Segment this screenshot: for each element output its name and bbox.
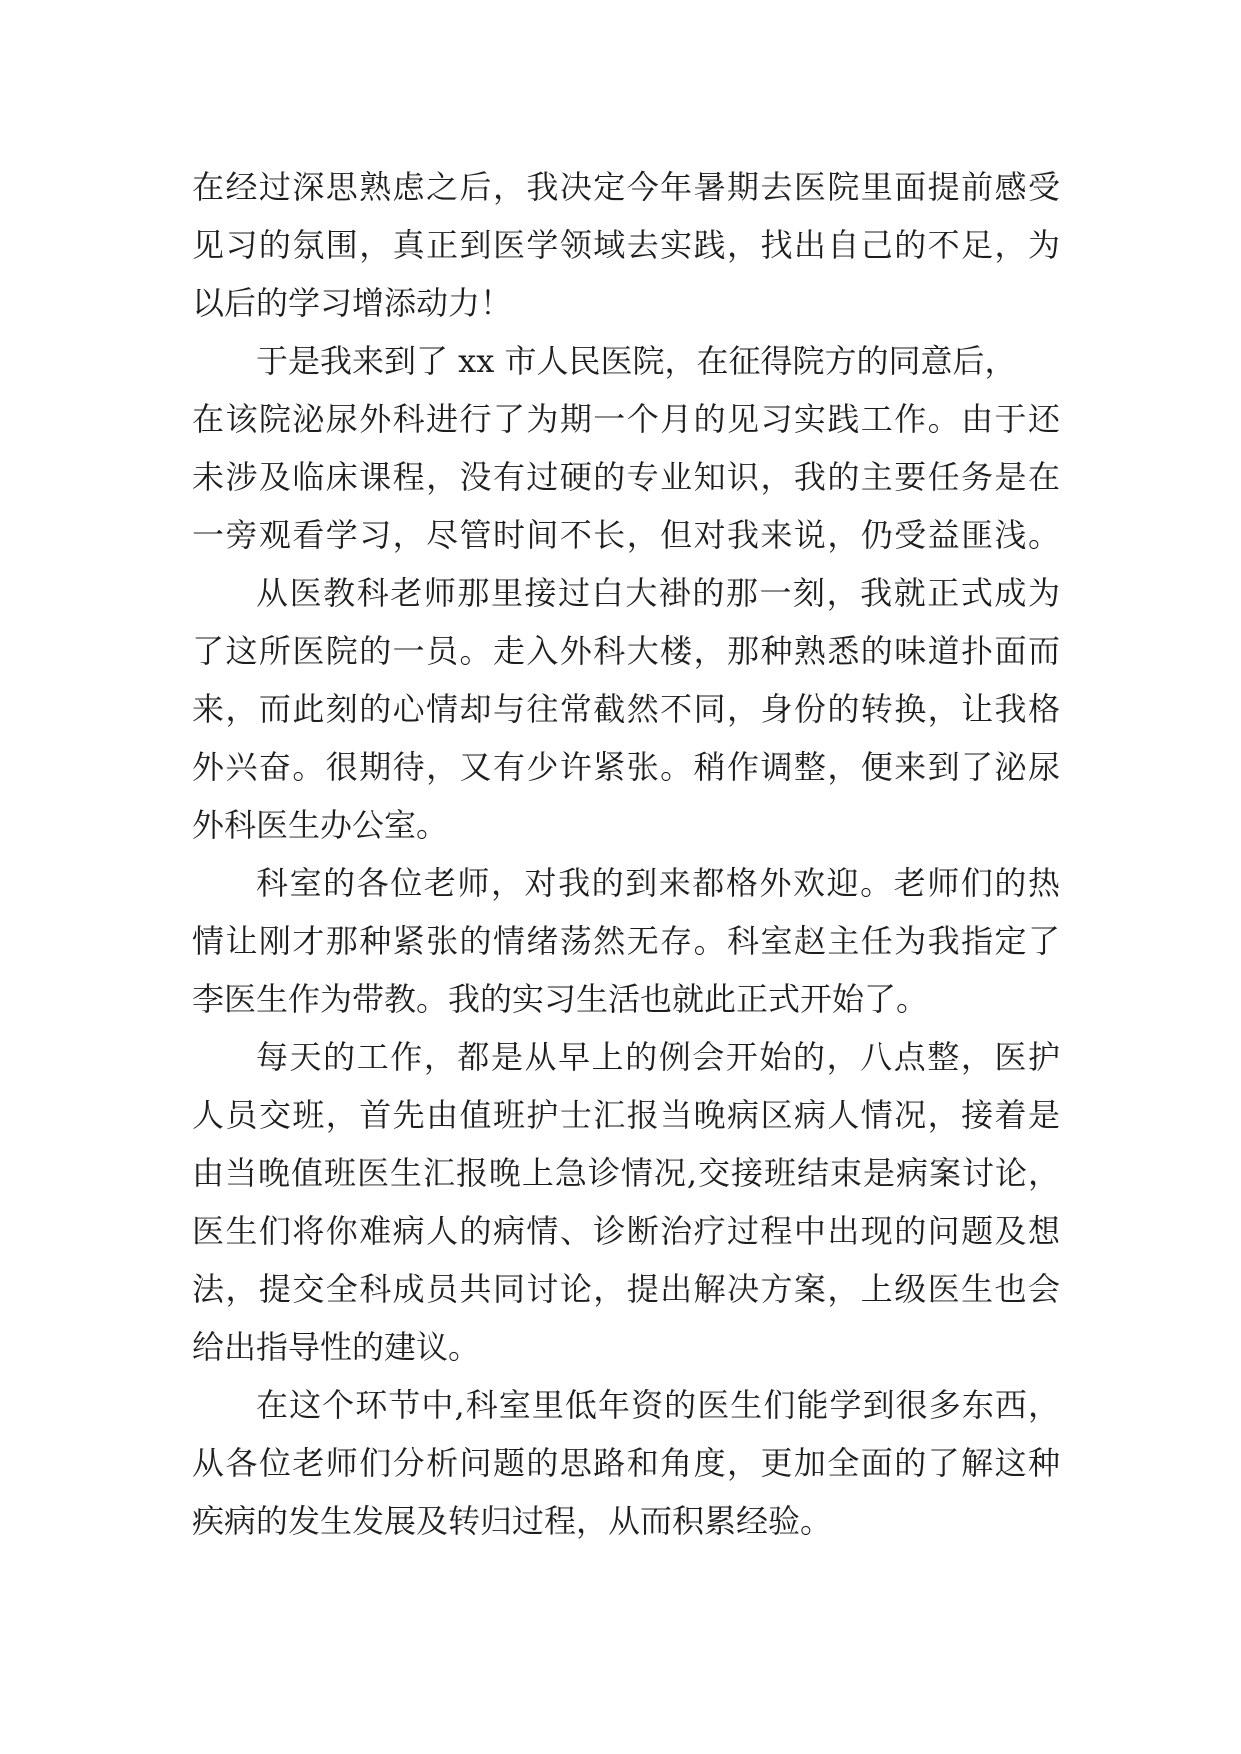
text-line: 给出指导性的建议。	[192, 1328, 481, 1366]
text-line: 于是我来到了 xx 市人民医院，在征得院方的同意后，	[256, 342, 1017, 380]
text-line: 从医教科老师那里接过白大褂的那一刻，我就正式成为	[256, 574, 1060, 612]
text-line: 一旁观看学习，尽管时间不长，但对我来说，仍受益匪浅。	[192, 516, 1060, 554]
text-line: 外兴奋。很期待，又有少许紧张。稍作调整，便来到了泌尿	[192, 748, 1060, 786]
text-line: 在该院泌尿外科进行了为期一个月的见习实践工作。由于还	[192, 400, 1060, 438]
text-line: 未涉及临床课程，没有过硬的专业知识，我的主要任务是在	[192, 458, 1060, 496]
document-body	[192, 158, 1060, 1550]
text-line: 在这个环节中,科室里低年资的医生们能学到很多东西，	[256, 1386, 1060, 1424]
text-line: 由当晚值班医生汇报晚上急诊情况,交接班结束是病案讨论，	[192, 1154, 1060, 1192]
text-line: 科室的各位老师，对我的到来都格外欢迎。老师们的热	[256, 864, 1060, 902]
text-line: 医生们将你难病人的病情、诊断治疗过程中出现的问题及想	[192, 1212, 1060, 1250]
text-line: 每天的工作，都是从早上的例会开始的，八点整，医护	[256, 1038, 1060, 1076]
text-line: 来，而此刻的心情却与往常截然不同，身份的转换，让我格	[192, 690, 1060, 728]
text-line: 人员交班，首先由值班护士汇报当晚病区病人情况，接着是	[192, 1096, 1060, 1134]
text-line: 疾病的发生发展及转归过程，从而积累经验。	[192, 1502, 833, 1540]
text-line: 情让刚才那种紧张的情绪荡然无存。科室赵主任为我指定了	[192, 922, 1060, 960]
text-line: 李医生作为带教。我的实习生活也就此正式开始了。	[192, 980, 929, 1018]
text-line: 从各位老师们分析问题的思路和角度，更加全面的了解这种	[192, 1444, 1060, 1482]
text-line: 在经过深思熟虑之后，我决定今年暑期去医院里面提前感受	[192, 168, 1060, 206]
text-line: 法，提交全科成员共同讨论，提出解决方案，上级医生也会	[192, 1270, 1060, 1308]
text-line: 以后的学习增添动力！	[192, 284, 513, 322]
text-line: 了这所医院的一员。走入外科大楼，那种熟悉的味道扑面而	[192, 632, 1060, 670]
text-line: 见习的氛围，真正到医学领域去实践，找出自己的不足，为	[192, 226, 1060, 264]
text-line: 外科医生办公室。	[192, 806, 449, 844]
